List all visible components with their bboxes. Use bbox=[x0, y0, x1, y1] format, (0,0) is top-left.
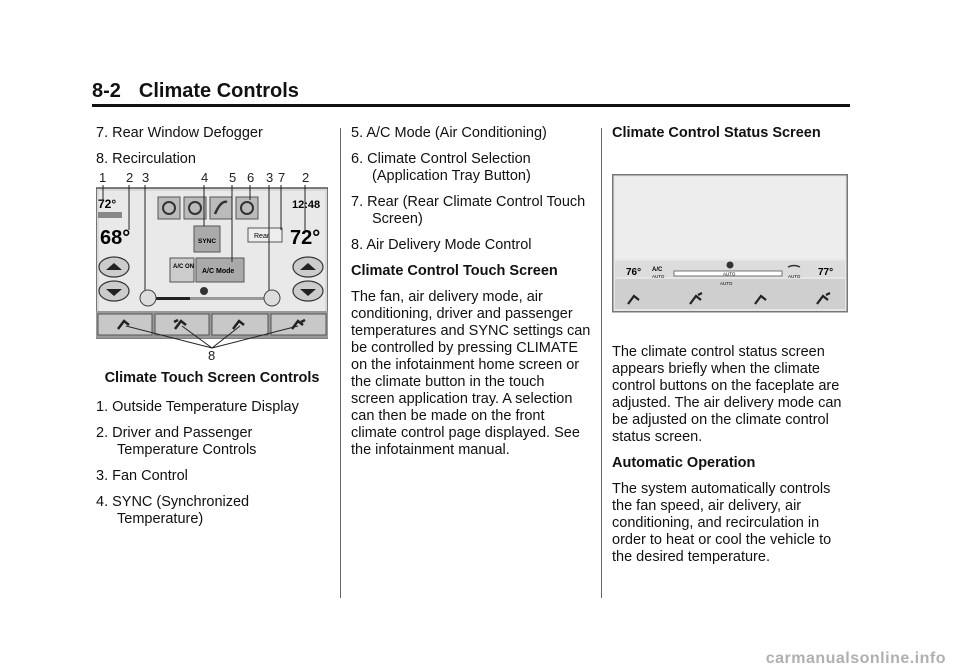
fan-icon bbox=[727, 262, 734, 269]
list-item: 7. Rear (Rear Climate Control Touch Screen) bbox=[351, 194, 586, 227]
ac-on-label: A/C ON bbox=[173, 264, 194, 270]
callout-label: 4 bbox=[201, 170, 209, 185]
list-item: 4. SYNC (Synchronized Temperature) bbox=[96, 494, 250, 527]
status-screen-illustration bbox=[612, 174, 848, 314]
callout-label: 7 bbox=[278, 170, 286, 185]
callout-label: 2 bbox=[126, 170, 134, 185]
right-auto: AUTO bbox=[788, 274, 801, 279]
climate-touch-screen-figure bbox=[96, 170, 328, 362]
page-header bbox=[92, 80, 299, 103]
list-item: 1. Outside Temperature Display bbox=[96, 399, 299, 415]
climate-screen-illustration bbox=[96, 170, 328, 362]
column-1 bbox=[96, 125, 328, 537]
watermark: carmanualsonline.info bbox=[765, 650, 946, 667]
sync-label: SYNC bbox=[198, 238, 217, 245]
list-item: 7. Rear Window Defogger bbox=[96, 125, 263, 141]
page-number: 8-2 bbox=[92, 80, 121, 102]
callout-label: 3 bbox=[266, 170, 274, 185]
fan-auto: AUTO bbox=[723, 271, 736, 277]
list-item: 2. Driver and Passenger Temperature Controls bbox=[96, 425, 257, 458]
right-temp: 77° bbox=[818, 267, 834, 278]
driver-temp: 68° bbox=[100, 227, 131, 249]
callout-label: 3 bbox=[142, 170, 150, 185]
column-2 bbox=[351, 125, 591, 468]
list-item: 3. Fan Control bbox=[96, 468, 188, 484]
section-title: Climate Controls bbox=[138, 80, 299, 102]
list-item: 8. Air Delivery Mode Control bbox=[351, 237, 532, 253]
column-3 bbox=[612, 125, 852, 575]
passenger-temp: 72° bbox=[290, 227, 321, 249]
status-screen-figure bbox=[612, 174, 848, 314]
rear-label: Rear bbox=[254, 233, 270, 240]
mode-auto: AUTO bbox=[720, 281, 733, 286]
left-temp: 76° bbox=[626, 267, 642, 278]
paragraph: The fan, air delivery mode, air conditioning, driver and passenger temperatures and SYNC settings can be controlled by pressing CLIMATE on the infotainment home screen or the climate button in the touch screen application tray. A selection can then be made on the front climate control page displayed. See the infotainment manual. bbox=[351, 289, 591, 458]
list-item: 5. A/C Mode (Air Conditioning) bbox=[351, 125, 547, 141]
callout-label: 8 bbox=[208, 348, 216, 362]
column-divider-2 bbox=[601, 128, 602, 598]
section-heading: Climate Control Touch Screen bbox=[351, 263, 558, 279]
callout-label: 2 bbox=[302, 170, 310, 185]
list-item: 6. Climate Control Selection (Application Tray Button) bbox=[351, 151, 531, 184]
paragraph: The climate control status screen appears briefly when the climate control buttons on the faceplate are adjusted. The air delivery mode can be adjusted on the climate control status screen. bbox=[612, 344, 842, 445]
list-item: 8. Recirculation bbox=[96, 151, 196, 167]
paragraph: The system automatically controls the fan speed, air delivery, air conditioning, and recirculation in order to heat or cool the vehicle to the desired temperature. bbox=[612, 481, 832, 565]
callout-label: 5 bbox=[229, 170, 237, 185]
ac-auto: AUTO bbox=[652, 274, 665, 279]
header-rule bbox=[92, 104, 850, 107]
figure-caption: Climate Touch Screen Controls bbox=[104, 370, 320, 386]
ac-mode-label: A/C Mode bbox=[202, 268, 235, 275]
callout-label: 1 bbox=[99, 170, 107, 185]
outside-temp: 72° bbox=[98, 197, 117, 211]
clock: 12:48 bbox=[292, 199, 321, 211]
section-heading: Automatic Operation bbox=[612, 455, 756, 471]
section-heading: Climate Control Status Screen bbox=[612, 125, 821, 141]
callout-label: 6 bbox=[247, 170, 255, 185]
fan-icon bbox=[200, 287, 208, 295]
column-divider-1 bbox=[340, 128, 341, 598]
ac-label: A/C bbox=[652, 267, 663, 273]
